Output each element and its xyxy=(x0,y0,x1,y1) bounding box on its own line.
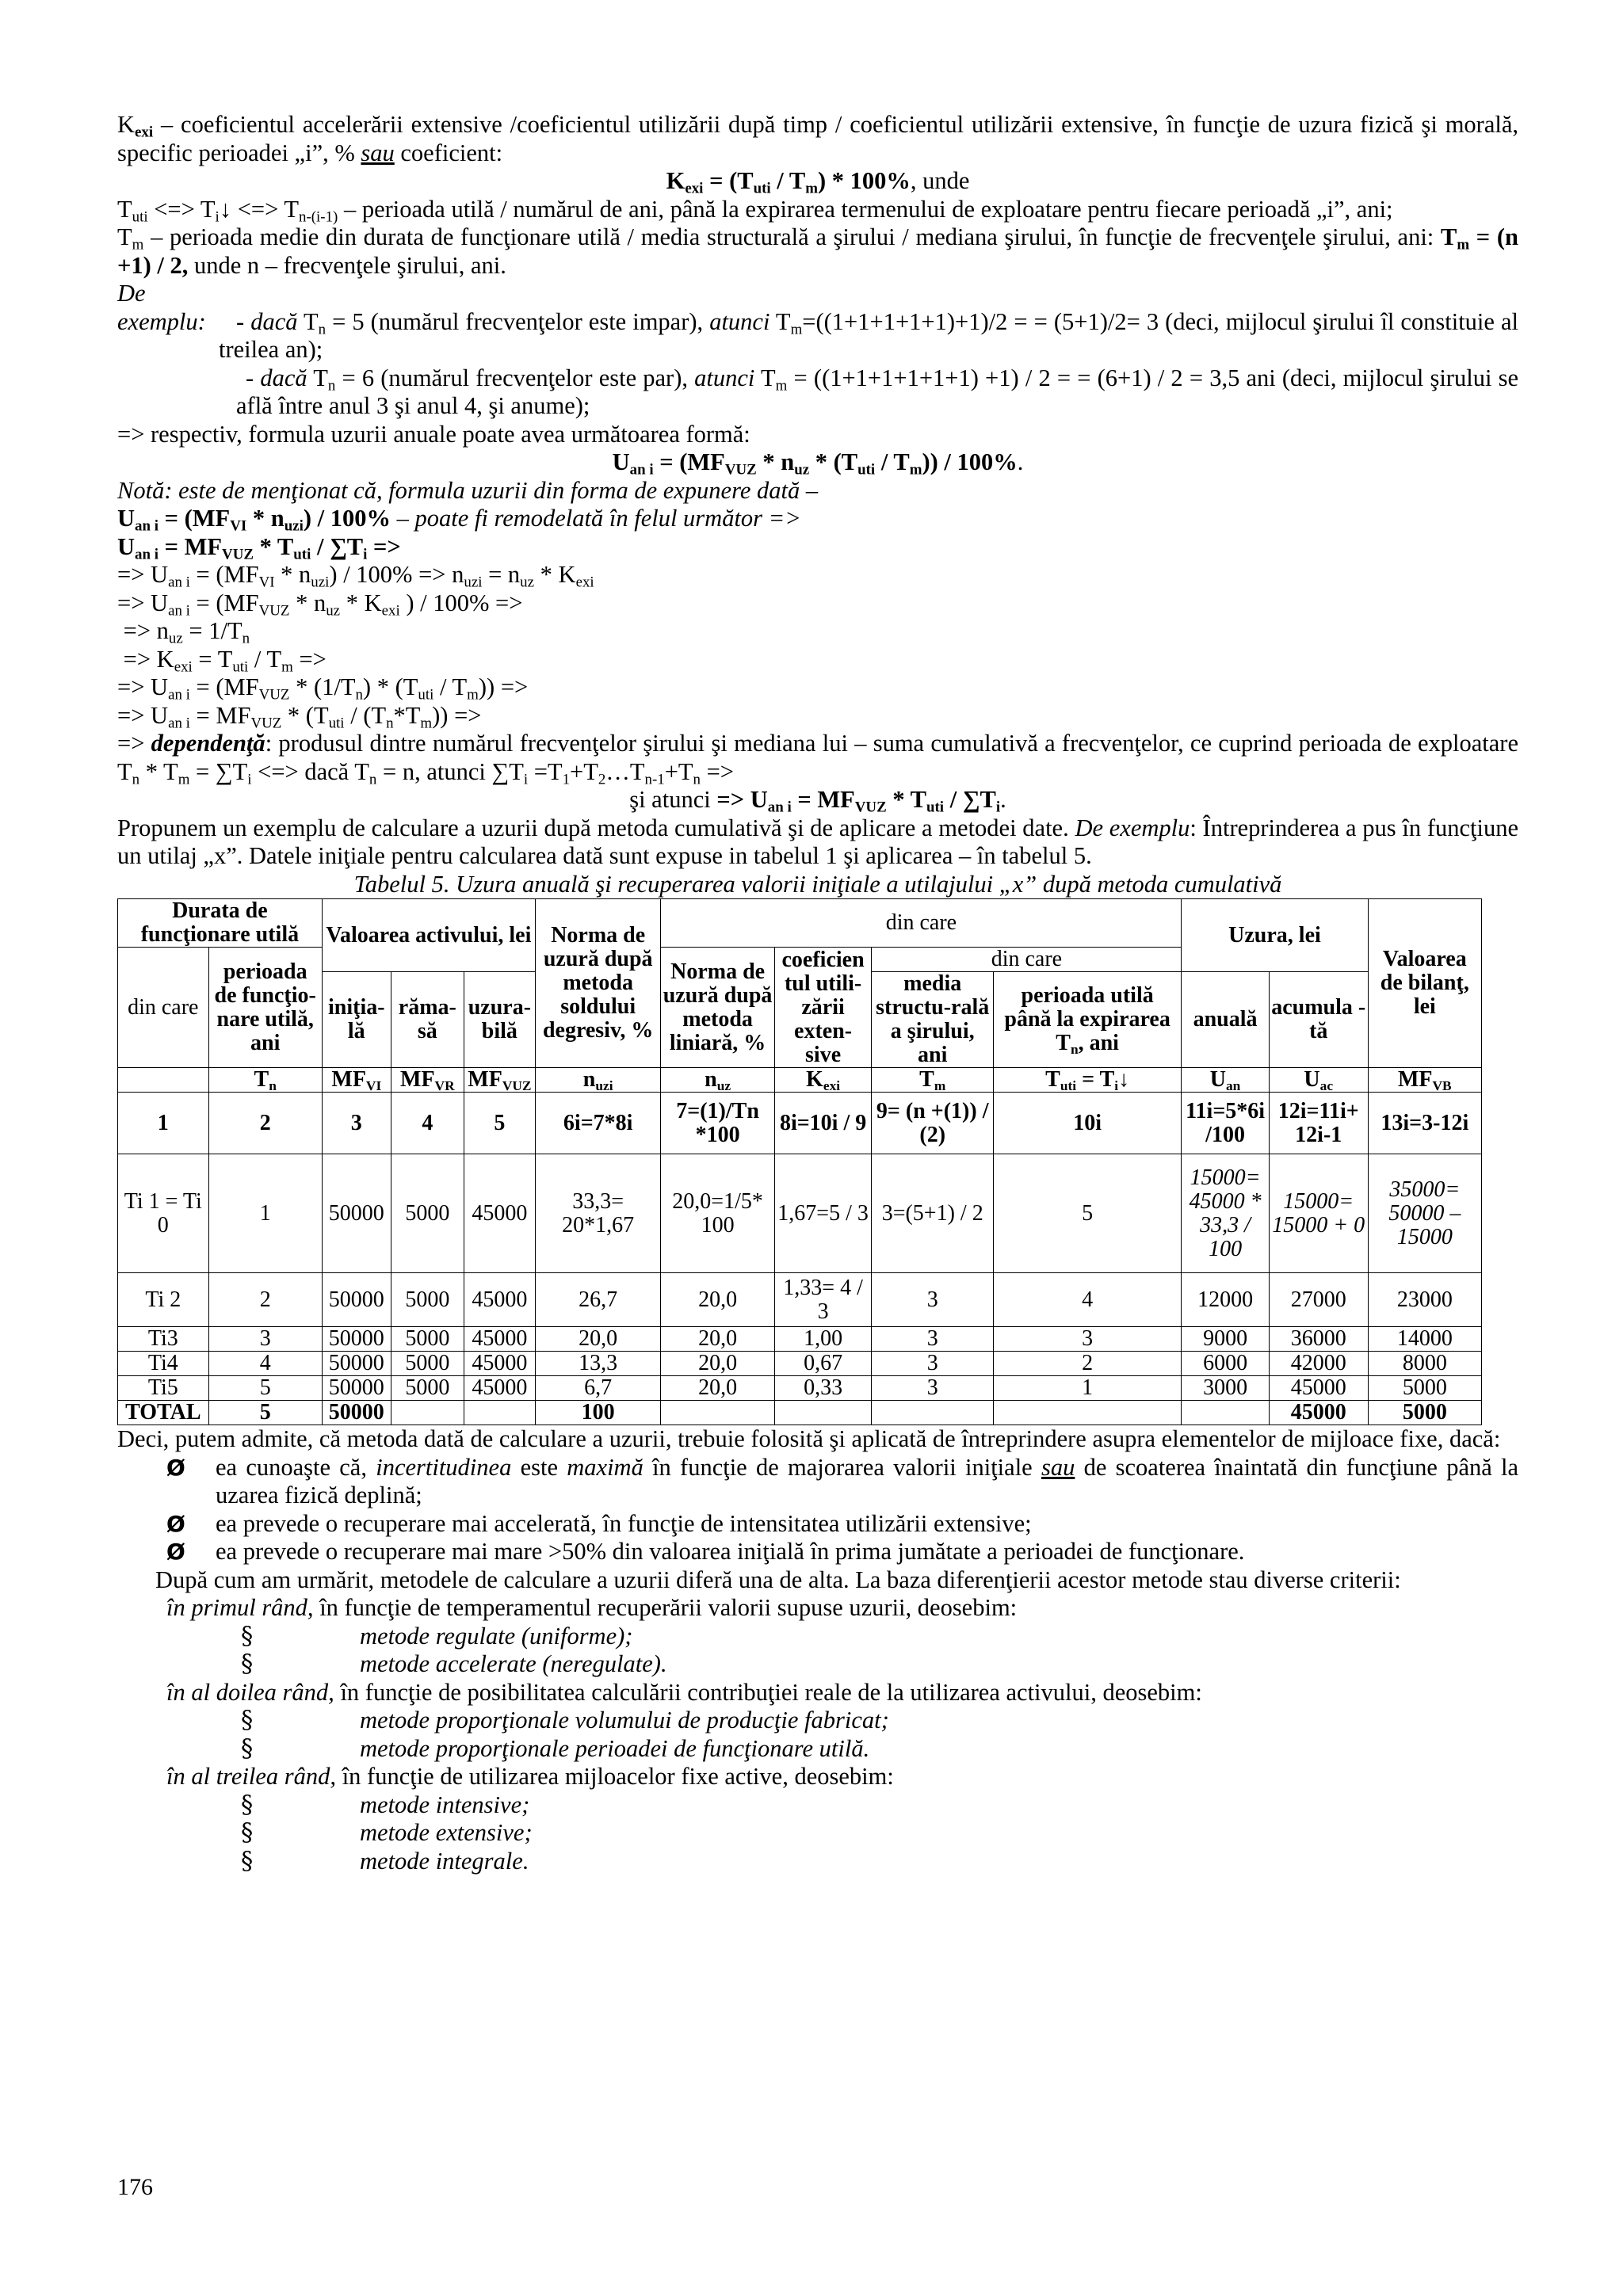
criterion-2: în al doilea rând, în funcţie de posibilitatea calculării contribuţiei reale de la utilizarea activului, deosebim: xyxy=(166,1678,1202,1706)
cell: 1,33= 4 / 3 xyxy=(774,1273,872,1327)
cell xyxy=(391,1401,464,1425)
header-durata: Durata de funcţionare utilă xyxy=(118,899,323,948)
header-acumulata: acumula -tă xyxy=(1269,972,1368,1068)
conditions-list xyxy=(166,1454,1518,1566)
cell: 5000 xyxy=(391,1327,464,1352)
symbol-cell: $MF_{VR}$ xyxy=(391,1068,464,1093)
cell: 50000 xyxy=(322,1352,391,1376)
bullet-icon: Ø xyxy=(166,1454,185,1481)
cell: 2 xyxy=(993,1352,1181,1376)
cell: 1 xyxy=(993,1376,1181,1401)
criterion-1: în primul rând, în funcţie de temperamentul recuperării valorii supuse uzurii, deosebim: xyxy=(166,1594,1018,1621)
table-row xyxy=(118,1154,1482,1273)
tm-definition: $T_m$ – perioada medie din durata de funcţionare utilă / media structurală a şirului / mediana şirului, în funcţie de frecvenţele şirului, ani: $T_m = (n +1) / 2$, unde n – frecvenţele şirului, ani. xyxy=(117,223,1519,279)
propunem-paragraph: Propunem un exemplu de calculare a uzurii după metoda cumulativă şi de aplicare a metodei date. De exemplu: Întreprinderea a pus în funcţiune un utilaj „x”. Datele iniţiale pentru calcularea dată sunt expuse in tabelul 1 şi aplicarea – în tabelul 5. xyxy=(117,814,1518,869)
symbol-cell: $n_{uzi}$ xyxy=(535,1068,661,1093)
header-norma-liniara: Norma de uzură după metoda liniară, % xyxy=(661,948,774,1068)
table-row xyxy=(118,1376,1482,1401)
header-din-care: din care xyxy=(661,899,1182,948)
cell: 6000 xyxy=(1182,1352,1270,1376)
cell: 5 xyxy=(208,1376,322,1401)
dupa-paragraph: După cum am urmărit, metodele de calculare a uzurii diferă una de alta. La baza diferenţierii acestor metode stau diverse criterii: xyxy=(155,1566,1401,1593)
list-item: § metode regulate (uniforme); xyxy=(241,1622,633,1650)
formula-line-4: => $n_{uz} = 1/T_n$ xyxy=(117,617,250,647)
deci-paragraph: Deci, putem admite, că metoda dată de calculare a uzurii, trebuie folosită şi aplicată de întreprindere asupra elementelor de mijloace fixe, dacă: xyxy=(117,1425,1501,1452)
formula-line-5: => $K_{exi} = T_{uti} / T_m$ => xyxy=(117,645,327,675)
document-page xyxy=(117,111,1518,1875)
example-block: De exemplu: xyxy=(117,280,206,335)
bullet-icon: Ø xyxy=(166,1539,185,1565)
cell: 15000= 45000 * 33,3 / 100 xyxy=(1182,1154,1270,1273)
cell: 5000 xyxy=(391,1352,464,1376)
cell: 100 xyxy=(535,1401,661,1425)
nota-line: Notă: este de menţionat că, formula uzurii din forma de expunere dată – xyxy=(117,476,819,504)
cell: 50000 xyxy=(322,1401,391,1425)
cell: Ti3 xyxy=(118,1327,209,1352)
cell: 3 xyxy=(208,1327,322,1352)
cell: 8000 xyxy=(1368,1352,1481,1376)
cell: 45000 xyxy=(1269,1376,1368,1401)
cell: 0,67 xyxy=(774,1352,872,1376)
uan-formula: $U_{an i} = (MF_{VUZ} * n_{uz} * (T_{uti} / T_m)) / 100\%$. xyxy=(612,448,1024,479)
cell: 1 xyxy=(118,1093,209,1154)
formula-line-2: => $U_{an i} = (MF_{VI} * n_{uzi}) / 100\% => n_{uzi} = n_{uz} * K_{exi}$ xyxy=(117,561,594,591)
cell: 0,33 xyxy=(774,1376,872,1401)
cell: 5 xyxy=(208,1401,322,1425)
formula-line-7: => $U_{an i} = MF_{VUZ} * (T_{uti} / (T_n*T_m))$ => xyxy=(117,701,482,731)
header-uzura: Uzura, lei xyxy=(1182,899,1368,972)
symbol-cell: $T_{uti}$ = $T_i↓$ xyxy=(993,1068,1181,1093)
cell: 12000 xyxy=(1182,1273,1270,1327)
cell: 5000 xyxy=(391,1376,464,1401)
remodel-line: $U_{an i} = (MF_{VI} * n_{uzi}) / 100\%$ – poate fi remodelată în felul următor => xyxy=(117,505,801,535)
cell: 3000 xyxy=(1182,1376,1270,1401)
header-perioada-utila: perioada utilă până la expirarea $T_n$, ani xyxy=(993,972,1181,1068)
cell: 20,0 xyxy=(535,1327,661,1352)
symbol-cell: $n_{uz}$ xyxy=(661,1068,774,1093)
formula-line-1: $U_{an i} = MF_{VUZ} * T_{uti} / \sum T_i$ => xyxy=(117,532,401,563)
section-icon: § xyxy=(241,1622,254,1650)
symbol-cell: $MF_{VUZ}$ xyxy=(464,1068,535,1093)
cell: 45000 xyxy=(464,1327,535,1352)
cell: 45000 xyxy=(464,1273,535,1327)
cell: 3 xyxy=(993,1327,1181,1352)
header-ramasa: răma-să xyxy=(391,972,464,1068)
page-number: 176 xyxy=(117,2174,153,2200)
header-coeficient: coeficien tul utili-zării exten-sive xyxy=(774,948,872,1068)
cell: 42000 xyxy=(1269,1352,1368,1376)
cell: 10i xyxy=(993,1093,1181,1154)
cell: 5 xyxy=(464,1093,535,1154)
symbol-row xyxy=(118,1068,1482,1093)
example-2: - dacă $T_n = 6$ (numărul frecvenţelor este par), atunci $T_m = ((1+1+1+1+1+1) +1) / 2$ = = (6+1) / 2 = 3,5 ani (deci, mijlocul şirului se află între anul 3 şi anul 4, şi anume); xyxy=(236,364,1518,419)
table-caption: Tabelul 5. Uzura anuală şi recuperarea valorii iniţiale a utilajului „x” după metoda cumulativă xyxy=(353,870,1282,898)
cell xyxy=(661,1401,774,1425)
cell: 4 xyxy=(208,1352,322,1376)
cell: 3 xyxy=(872,1376,993,1401)
symbol-cell: $MF_{VB}$ xyxy=(1368,1068,1481,1093)
cell: 12i=11i+ 12i-1 xyxy=(1269,1093,1368,1154)
cell: 20,0 xyxy=(661,1376,774,1401)
criterion-3: în al treilea rând, în funcţie de utilizarea mijloacelor fixe active, deosebim: xyxy=(166,1763,894,1790)
cell: 45000 xyxy=(464,1154,535,1273)
list-item: § metode proporţionale volumului de producţie fabricat; xyxy=(241,1707,889,1734)
cell: 2 xyxy=(208,1273,322,1327)
cell: Ti 2 xyxy=(118,1273,209,1327)
symbol-cell: $MF_{VI}$ xyxy=(322,1068,391,1093)
cell: 5000 xyxy=(1368,1401,1481,1425)
formula-line-3: => $U_{an i} = (MF_{VUZ} * n_{uz} * K_{exi}$ ) / 100% => xyxy=(117,589,523,619)
kexi-formula: $K_{exi} = (T_{uti} / T_m) * 100\%$, unde xyxy=(666,167,970,197)
cell: 6,7 xyxy=(535,1376,661,1401)
symbol-cell: $U_{an}$ xyxy=(1182,1068,1270,1093)
cell: 11i=5*6i /100 xyxy=(1182,1093,1270,1154)
cell: 36000 xyxy=(1269,1327,1368,1352)
cell: 14000 xyxy=(1368,1327,1481,1352)
cell xyxy=(872,1401,993,1425)
cell: Ti4 xyxy=(118,1352,209,1376)
cell: 6i=7*8i xyxy=(535,1093,661,1154)
cell xyxy=(464,1401,535,1425)
list-item: Ø ea cunoaşte că, incertitudinea este maximă în funcţie de majorarea valorii iniţiale sau de scoaterea înaintată din funcţiune până la uzarea fizică deplină; xyxy=(166,1453,1519,1508)
header-uzurabila: uzura-bilă xyxy=(464,972,535,1068)
cell: 50000 xyxy=(322,1273,391,1327)
cell: 3=(5+1) / 2 xyxy=(872,1154,993,1273)
cell: 13i=3-12i xyxy=(1368,1093,1481,1154)
cell: Ti5 xyxy=(118,1376,209,1401)
header-valoarea: Valoarea activului, lei xyxy=(322,899,535,972)
cell: 15000= 15000 + 0 xyxy=(1269,1154,1368,1273)
list-item: § metode extensive; xyxy=(241,1819,533,1847)
dependenta-paragraph: => dependenţă: produsul dintre numărul frecvenţelor şirului şi mediana lui – suma cumulativă a frecvenţelor, ce cuprind perioada de exploatare $T_n * T_m = \sum T_i$ <=> dacă $T_n = n$, atunci $\sum T_i$ $=T_1+T_2\dots T_{n-1}+T_n$ => xyxy=(117,730,1519,788)
cell: 33,3= 20*1,67 xyxy=(535,1154,661,1273)
cell: 5000 xyxy=(1368,1376,1481,1401)
table-row xyxy=(118,1093,1482,1154)
formula-line-6: => $U_{an i} = (MF_{VUZ} * (1/T_n) * (T_{uti} / T_m))$ => xyxy=(117,673,529,704)
section-icon: § xyxy=(241,1734,254,1763)
bullet-icon: Ø xyxy=(166,1510,185,1537)
cell: 5000 xyxy=(391,1273,464,1327)
cell: 20,0 xyxy=(661,1327,774,1352)
cell: 20,0=1/5* 100 xyxy=(661,1154,774,1273)
cell: 1,00 xyxy=(774,1327,872,1352)
respectiv-line: => respectiv, formula uzurii anuale poate avea următoarea formă: xyxy=(117,420,750,448)
cell: 45000 xyxy=(464,1376,535,1401)
symbol-cell: $T_m$ xyxy=(872,1068,993,1093)
cell: 7=(1)/Tn *100 xyxy=(661,1093,774,1154)
cell: 3 xyxy=(872,1273,993,1327)
cell: 35000= 50000 – 15000 xyxy=(1368,1154,1481,1273)
header-din-care-2: din care xyxy=(872,948,1182,972)
cell: 50000 xyxy=(322,1376,391,1401)
header-perioada: perioada de funcţio-nare utilă, ani xyxy=(208,948,322,1068)
cell: 23000 xyxy=(1368,1273,1481,1327)
cell: 1 xyxy=(208,1154,322,1273)
cell: 9= (n +(1)) / (2) xyxy=(872,1093,993,1154)
cell: 4 xyxy=(391,1093,464,1154)
header-norma-degresiv: Norma de uzură după metoda soldului degresiv, % xyxy=(535,899,661,1068)
cell: 13,3 xyxy=(535,1352,661,1376)
section-icon: § xyxy=(241,1847,254,1875)
symbol-cell: $T_n$ xyxy=(208,1068,322,1093)
kexi-definition: $K_{exi}$ – coeficientul accelerării extensive /coeficientul utilizării după timp / coeficientul utilizării extensive, în funcţie de uzura fizică şi morală, specific perioadei „i”, % sau coeficient: xyxy=(117,111,1518,166)
table-row xyxy=(118,1352,1482,1376)
total-row xyxy=(118,1401,1482,1425)
header-media: media structu-rală a şirului, ani xyxy=(872,972,993,1068)
symbol-cell: $K_{exi}$ xyxy=(774,1068,872,1093)
header-din-care-left: din care xyxy=(118,948,209,1068)
header-initiala: iniţia-lă xyxy=(322,972,391,1068)
cell: 20,0 xyxy=(661,1273,774,1327)
table-row xyxy=(118,1327,1482,1352)
cell: Ti 1 = Ti 0 xyxy=(118,1154,209,1273)
cell: 3 xyxy=(322,1093,391,1154)
tuti-definition: $T_{uti}$ <=> $T_i↓$ <=> $T_{n-(i-1)}$ – perioada utilă / numărul de ani, până la expirarea termenului de exploatare pentru fiecare perioadă „i”, ani; xyxy=(117,195,1393,225)
section-icon: § xyxy=(241,1707,254,1734)
cell: 5000 xyxy=(391,1154,464,1273)
cell: 20,0 xyxy=(661,1352,774,1376)
symbol-cell: $U_{ac}$ xyxy=(1269,1068,1368,1093)
section-icon: § xyxy=(241,1650,254,1678)
list-item: § metode accelerate (neregulate). xyxy=(241,1650,667,1678)
cell: TOTAL xyxy=(118,1401,209,1425)
cell xyxy=(774,1401,872,1425)
depreciation-table xyxy=(117,898,1482,1425)
cell xyxy=(993,1401,1181,1425)
header-anuala: anuală xyxy=(1182,972,1270,1068)
header-valoarea-bilant: Valoarea de bilanţ, lei xyxy=(1368,899,1481,1068)
list-item: § metode proporţionale perioadei de funcţionare utilă. xyxy=(241,1734,870,1763)
cell: 3 xyxy=(872,1352,993,1376)
cell: 45000 xyxy=(464,1352,535,1376)
cell: 27000 xyxy=(1269,1273,1368,1327)
table-row xyxy=(118,1273,1482,1327)
cell: 2 xyxy=(208,1093,322,1154)
list-item: § metode integrale. xyxy=(241,1847,529,1875)
cell: 4 xyxy=(993,1273,1181,1327)
section-icon: § xyxy=(241,1791,254,1819)
cell: 3 xyxy=(872,1327,993,1352)
cell: 1,67=5 / 3 xyxy=(774,1154,872,1273)
si-atunci-line: şi atunci => $U_{an i} = MF_{VUZ} * T_{uti} / \sum T_i$. xyxy=(629,786,1006,816)
cell: 45000 xyxy=(1269,1401,1368,1425)
section-icon: § xyxy=(241,1819,254,1847)
cell xyxy=(1182,1401,1270,1425)
cell: 8i=10i / 9 xyxy=(774,1093,872,1154)
example-1: - dacă $T_n = 5$ (numărul frecvenţelor este impar), atunci $T_m=((1+1+1+1+1)+1)/2$ = = (5+1)/2= 3 (deci, mijlocul şirului îl constituie al treilea an); xyxy=(219,307,1518,363)
cell: 50000 xyxy=(322,1154,391,1273)
cell: 26,7 xyxy=(535,1273,661,1327)
list-item: Ø ea prevede o recuperare mai mare >50% din valoarea iniţială în prima jumătate a perioadei de funcţionare. xyxy=(166,1538,1245,1565)
list-item: Ø ea prevede o recuperare mai accelerată, în funcţie de intensitatea utilizării extensive; xyxy=(166,1509,1032,1537)
cell: 50000 xyxy=(322,1327,391,1352)
list-item: § metode intensive; xyxy=(241,1791,530,1819)
cell: 9000 xyxy=(1182,1327,1270,1352)
cell: 5 xyxy=(993,1154,1181,1273)
